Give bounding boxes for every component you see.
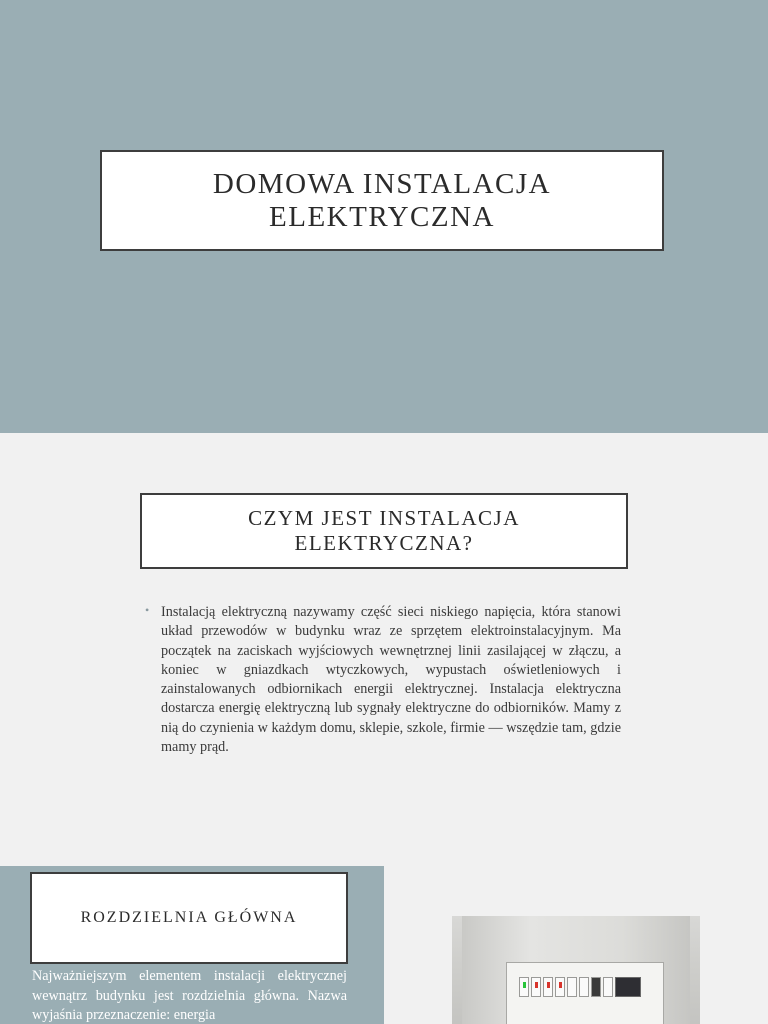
breaker: [591, 977, 601, 997]
slide-heading: CZYM JEST INSTALACJA ELEKTRYCZNA?: [248, 506, 520, 555]
bullet-text: Instalacją elektryczną nazywamy część sieci niskiego napięcia, która stanowi układ przewodów w budynku wraz ze sprzętem elektroinstalacyjnym. Ma początek na zaciskach wyjściowych wewnętrznej linii zasilającej w złączu, a koniec w gniazdkach wtyczkowych, wypustach oświetleniowych i zainstalowanych odbiornikach energii elektrycznej. Instalacja elektryczna dostarcza energię elektryczną lub sygnały elektryczne do odbiorników. Mamy z nią do czynienia w każdym domu, sklepie, szkole, firmie — wszędzie tam, gdzie mamy prąd.: [161, 604, 621, 756]
red-led-icon: [559, 982, 562, 988]
slide-subheading: ROZDZIELNIA GŁÓWNA: [80, 909, 298, 926]
red-led-icon: [547, 982, 550, 988]
green-led-icon: [523, 982, 526, 988]
breaker: [567, 977, 577, 997]
breaker: [579, 977, 589, 997]
distribution-board-slide: [0, 866, 768, 1024]
subheading-box: [30, 872, 348, 964]
breaker: [555, 977, 565, 997]
breaker: [603, 977, 613, 997]
energy-meter: [615, 977, 641, 997]
cabinet-image: [462, 916, 690, 1024]
breaker: [531, 977, 541, 997]
definition-slide: [0, 433, 768, 866]
breaker: [543, 977, 553, 997]
din-rail: [506, 962, 664, 1024]
title-box: [100, 150, 664, 251]
bullet-icon: •: [145, 603, 150, 617]
title-slide: [0, 0, 768, 433]
text-panel: [0, 866, 384, 1024]
bullet-list: [145, 603, 621, 757]
breaker-row: [519, 977, 651, 997]
breaker: [519, 977, 529, 997]
panel-body-text: Najważniejszym elementem instalacji elektrycznej wewnątrz budynku jest rozdzielnia główna. Nazwa wyjaśnia przeznaczenie: energia: [32, 968, 347, 1023]
heading-box: [140, 493, 628, 569]
red-led-icon: [535, 982, 538, 988]
distribution-board-photo: [452, 916, 700, 1024]
slide-title: DOMOWA INSTALACJA ELEKTRYCZNA: [212, 167, 552, 233]
